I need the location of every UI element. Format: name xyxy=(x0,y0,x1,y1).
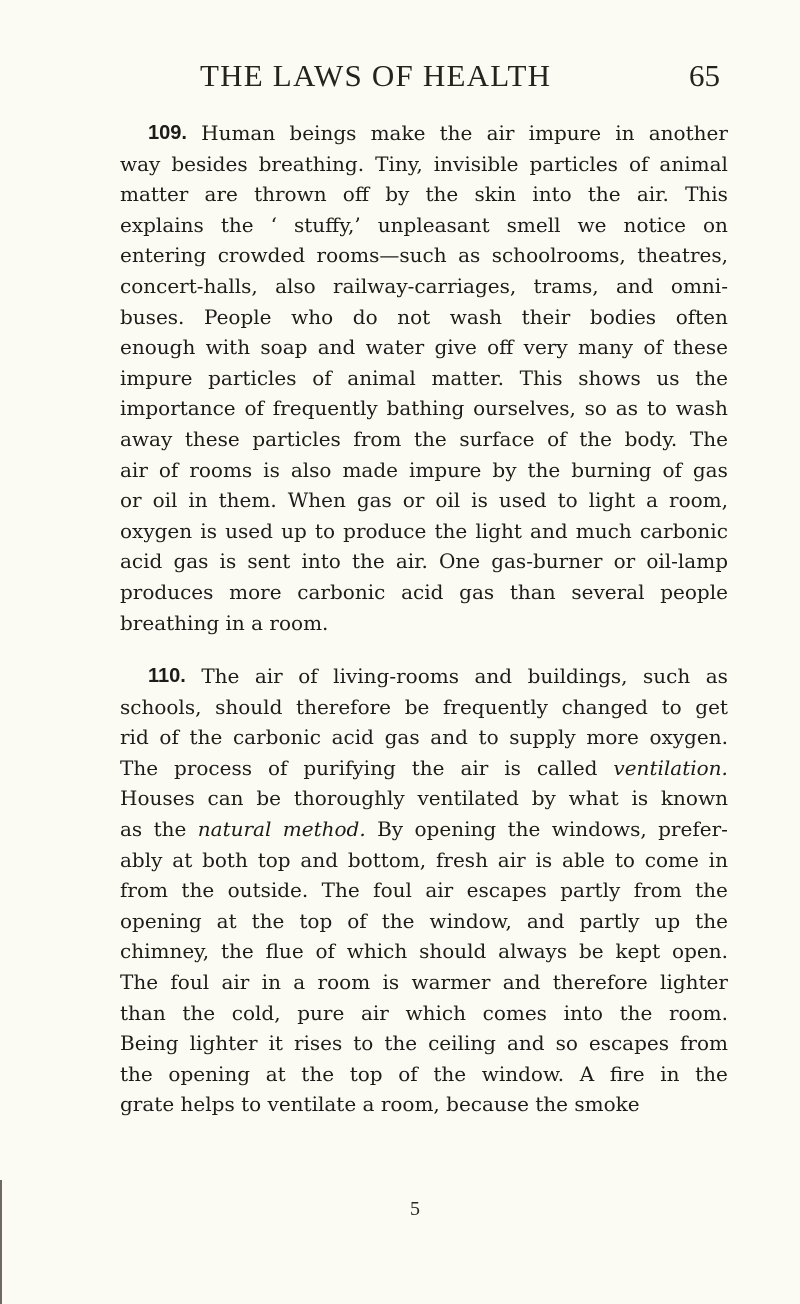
paragraph-number: 109. xyxy=(148,122,187,144)
text-line: matter are thrown off by the skin into the air. This xyxy=(120,182,728,207)
body-text xyxy=(120,118,728,1120)
text-line: grate helps to ventilate a room, because the smoke xyxy=(120,1092,640,1117)
text-line: concert-halls, also railway-carriages, trams, and omni- xyxy=(120,273,728,298)
text-line: explains the ‘ stuffy,’ unpleasant smell we notice on xyxy=(120,212,728,237)
text-line: as the natural method. By opening the windows, prefer- xyxy=(120,817,728,842)
text-line: ably at both top and bottom, fresh air is able to come in xyxy=(120,847,728,872)
text-line: than the cold, pure air which comes into the room. xyxy=(120,1000,728,1025)
text-line: 109. Human beings make the air impure in another xyxy=(120,118,728,149)
signature-mark: 5 xyxy=(410,1198,420,1220)
text-line: chimney, the flue of which should always be kept open. xyxy=(120,939,728,964)
text-line: breathing in a room. xyxy=(120,610,329,635)
text-line: enough with soap and water give off very many of these xyxy=(120,335,728,360)
running-head xyxy=(200,58,720,98)
paragraph-number: 110. xyxy=(148,665,186,688)
text-line: air of rooms is also made impure by the burning of gas xyxy=(120,457,728,482)
text-line: The process of purifying the air is called ventilation. xyxy=(120,755,728,780)
text-line: schools, should therefore be frequently changed to get xyxy=(120,694,728,719)
text-line: the opening at the top of the window. A fire in the xyxy=(120,1061,728,1086)
text-line: opening at the top of the window, and partly up the xyxy=(120,908,728,933)
paragraph-110 xyxy=(120,661,728,1120)
text-line: impure particles of animal matter. This shows us the xyxy=(120,365,728,390)
page-edge xyxy=(0,1180,2,1304)
text-line: away these particles from the surface of the body. The xyxy=(120,426,728,451)
text-line: buses. People who do not wash their bodies often xyxy=(120,304,728,329)
text-line: entering crowded rooms—such as schoolrooms, theatres, xyxy=(120,243,728,268)
running-title: THE LAWS OF HEALTH xyxy=(200,58,552,93)
text-line: importance of frequently bathing ourselves, so as to wash xyxy=(120,396,728,421)
paragraph-gap xyxy=(120,638,728,661)
text-line: way besides breathing. Tiny, invisible particles of animal xyxy=(120,151,728,176)
text-line: Houses can be thoroughly ventilated by what is known xyxy=(120,786,728,811)
text-line: produces more carbonic acid gas than several people xyxy=(120,579,728,604)
text-line: from the outside. The foul air escapes partly from the xyxy=(120,878,728,903)
text-line: Being lighter it rises to the ceiling and so escapes from xyxy=(120,1031,728,1056)
text-line: The foul air in a room is warmer and therefore lighter xyxy=(120,970,728,995)
text-line: oxygen is used up to produce the light and much carbonic xyxy=(120,518,728,543)
text-line: or oil in them. When gas or oil is used to light a room, xyxy=(120,488,728,513)
text-line: acid gas is sent into the air. One gas-burner or oil-lamp xyxy=(120,549,728,574)
text-line: rid of the carbonic acid gas and to supply more oxygen. xyxy=(120,725,728,750)
text-line: 110. The air of living-rooms and buildings, such as xyxy=(120,661,728,692)
page-number: 65 xyxy=(689,58,720,93)
paragraph-109 xyxy=(120,118,728,638)
